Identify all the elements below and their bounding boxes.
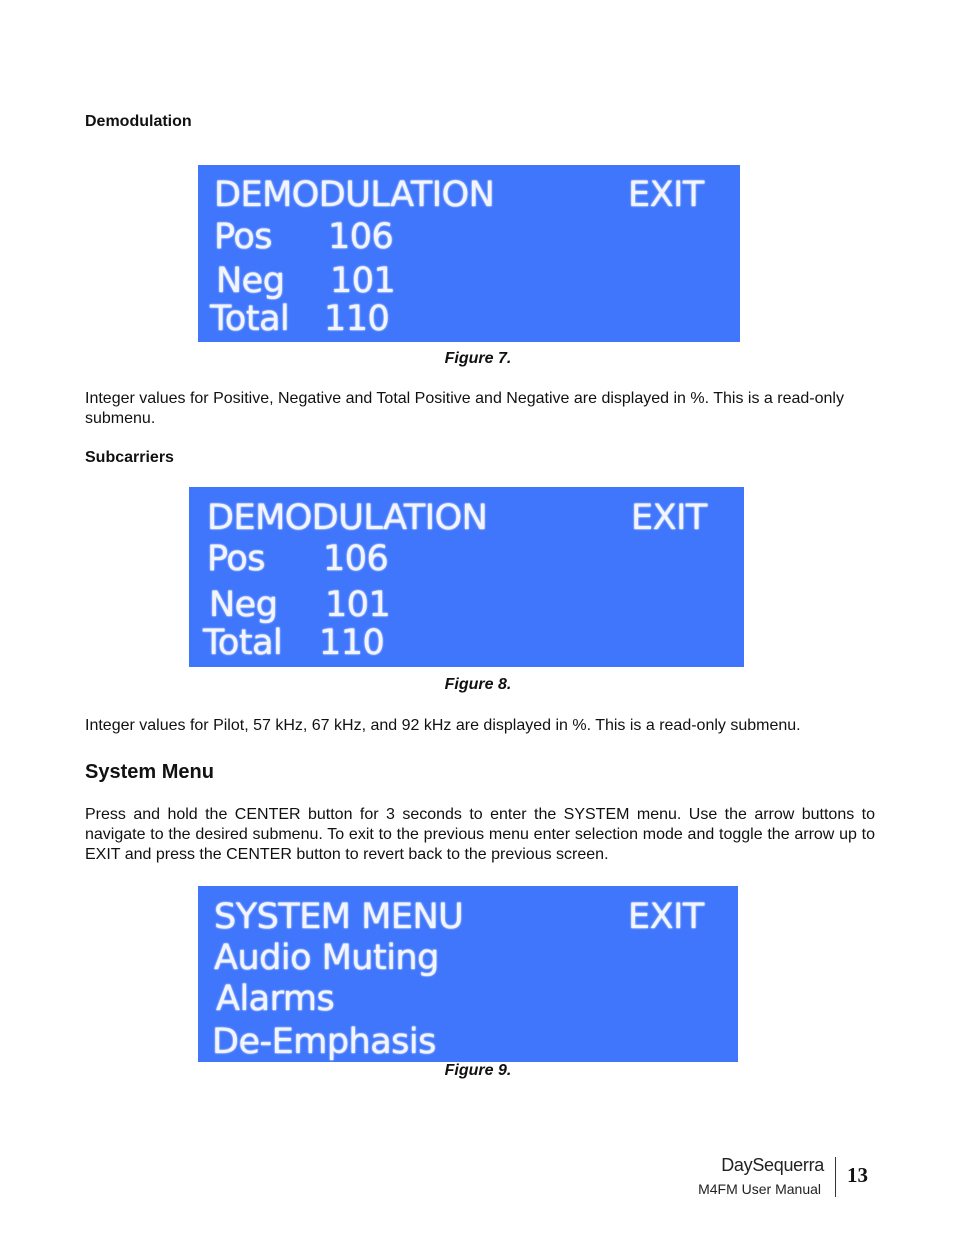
lcd-screen-figure-7: [198, 165, 740, 342]
lcd-menu-item: De-Emphasis: [212, 1022, 436, 1062]
lcd-row-label: Total: [210, 299, 290, 339]
lcd-row-value: 110: [324, 299, 390, 339]
lcd-row-label: Pos: [214, 217, 273, 257]
page-number: 13: [847, 1163, 868, 1187]
figure-caption: Figure 8.: [444, 676, 512, 693]
lcd-row-label: Neg: [216, 261, 285, 301]
lcd-title: DEMODULATION: [207, 498, 488, 538]
lcd-row-value: 106: [328, 217, 394, 257]
paragraph-system-menu: Press and hold the CENTER button for 3 seconds to enter the SYSTEM menu. Use the arrow buttons to navigate to the desired submenu. To exit to the previous menu enter selection mode and toggle the arrow up to EXIT and press the CENTER button to revert back to the previous screen.: [85, 806, 875, 863]
lcd-row-label: Pos: [207, 539, 266, 579]
lcd-title: DEMODULATION: [214, 175, 495, 215]
lcd-row-value: 101: [325, 585, 391, 625]
lcd-row-value: 106: [323, 539, 389, 579]
manual-title: M4FM User Manual: [698, 1181, 821, 1197]
lcd-row-value: 101: [330, 261, 396, 301]
lcd-row-value: 110: [319, 623, 385, 663]
lcd-row-label: Total: [203, 623, 283, 663]
figure-caption: Figure 9.: [444, 1062, 512, 1079]
paragraph-subcarriers: Integer values for Pilot, 57 kHz, 67 kHz, and 92 kHz are displayed in %. This is a read-only submenu.: [85, 717, 801, 734]
lcd-exit-label: EXIT: [631, 498, 707, 538]
lcd-screen-figure-9: [198, 886, 738, 1062]
lcd-screen-figure-8: [189, 487, 744, 667]
lcd-title: SYSTEM MENU: [214, 897, 464, 937]
footer-divider: [835, 1157, 836, 1197]
lcd-menu-item: Alarms: [216, 979, 335, 1019]
brand-logo: DaySequerra: [721, 1155, 824, 1175]
lcd-exit-label: EXIT: [628, 897, 704, 937]
lcd-row-label: Neg: [209, 585, 278, 625]
figure-caption: Figure 7.: [444, 350, 512, 367]
paragraph-demodulation: Integer values for Positive, Negative and Total Positive and Negative are displayed in %. This is a read-only submenu.: [85, 390, 844, 427]
section-heading-subcarriers: Subcarriers: [85, 449, 174, 466]
lcd-exit-label: EXIT: [628, 175, 704, 215]
lcd-menu-item: Audio Muting: [214, 938, 439, 978]
section-heading-demodulation: Demodulation: [85, 113, 192, 130]
section-heading-system-menu: System Menu: [85, 761, 214, 783]
